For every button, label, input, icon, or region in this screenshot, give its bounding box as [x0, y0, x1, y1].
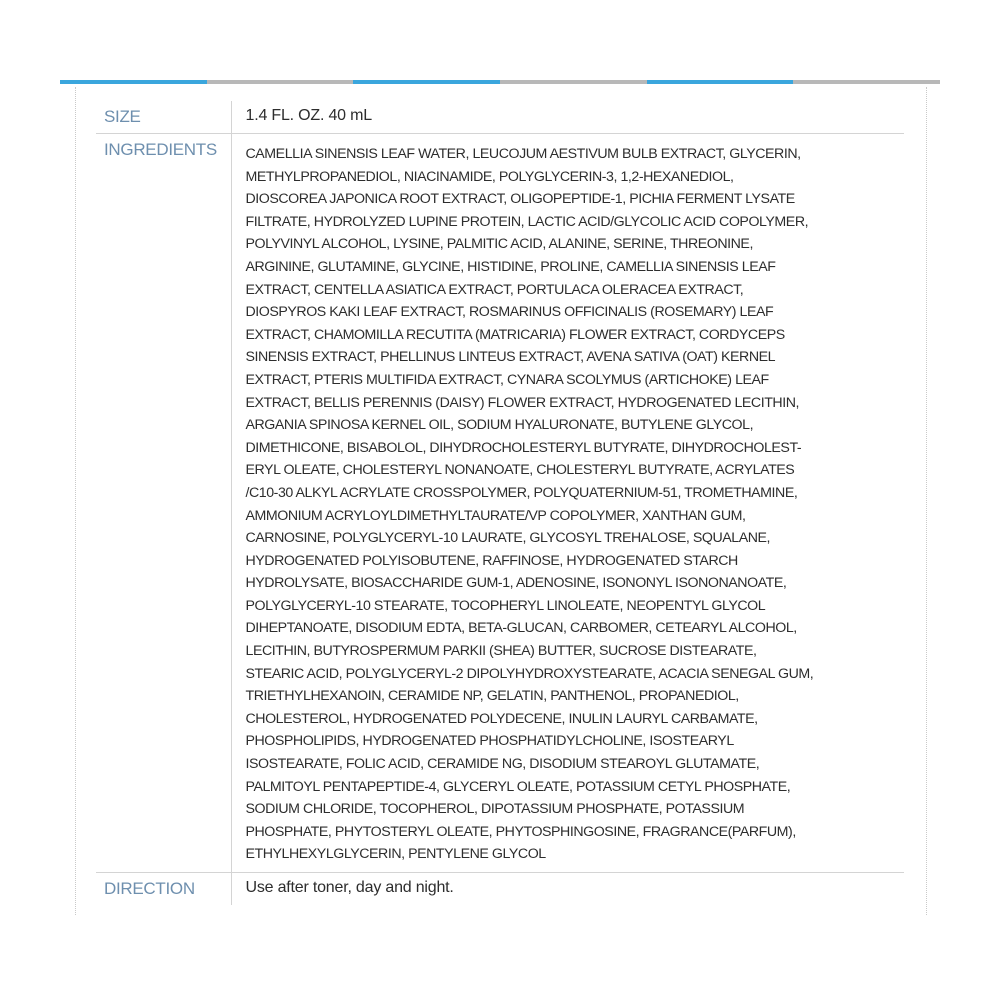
ingredient-line: DIHEPTANOATE, DISODIUM EDTA, BETA-GLUCAN, CARBOMER, CETEARYL ALCOHOL, — [245, 620, 797, 637]
ingredient-line: STEARIC ACID, POLYGLYCERYL-2 DIPOLYHYDROXYSTEARATE, ACACIA SENEGAL GUM, — [245, 665, 814, 682]
ingredient-line: TRIETHYLHEXANOIN, CERAMIDE NP, GELATIN, PANTHENOL, PROPANEDIOL, — [245, 688, 739, 705]
ingredient-line: ERYL OLEATE, CHOLESTERYL NONANOATE, CHOLESTERYL BUTYRATE, ACRYLATES — [245, 462, 795, 479]
ingredient-line: ETHYLHEXYLGLYCERIN, PENTYLENE GLYCOL — [245, 846, 546, 863]
accent-bar-segment — [353, 80, 500, 84]
accent-bar-segment — [60, 80, 207, 84]
product-spec-panel — [75, 87, 927, 915]
direction-row — [96, 873, 904, 906]
product-spec-table — [96, 101, 904, 905]
ingredient-line: POLYGLYCERYL-10 STEARATE, TOCOPHERYL LINOLEATE, NEOPENTYL GLYCOL — [245, 597, 766, 614]
accent-bar-segment — [793, 80, 940, 84]
top-accent-bar — [60, 80, 940, 84]
ingredient-line: SODIUM CHLORIDE, TOCOPHEROL, DIPOTASSIUM PHOSPHATE, POTASSIUM — [245, 801, 745, 818]
ingredients-row — [96, 134, 904, 873]
ingredient-line: HYDROLYSATE, BIOSACCHARIDE GUM-1, ADENOSINE, ISONONYL ISONONANOATE, — [245, 575, 787, 592]
ingredient-line: LECITHIN, BUTYROSPERMUM PARKII (SHEA) BUTTER, SUCROSE DISTEARATE, — [245, 643, 757, 660]
ingredient-line: ISOSTEARATE, FOLIC ACID, CERAMIDE NG, DISODIUM STEAROYL GLUTAMATE, — [245, 756, 760, 773]
ingredient-line: FILTRATE, HYDROLYZED LUPINE PROTEIN, LACTIC ACID/GLYCOLIC ACID COPOLYMER, — [245, 213, 809, 230]
accent-bar-segment — [647, 80, 794, 84]
ingredient-line: CHOLESTEROL, HYDROGENATED POLYDECENE, INULIN LAURYL CARBAMATE, — [245, 710, 758, 727]
ingredient-line: EXTRACT, BELLIS PERENNIS (DAISY) FLOWER EXTRACT, HYDROGENATED LECITHIN, — [245, 394, 800, 411]
ingredient-line: PALMITOYL PENTAPEPTIDE-4, GLYCERYL OLEATE, POTASSIUM CETYL PHOSPHATE, — [245, 778, 791, 795]
ingredient-line: PHOSPHOLIPIDS, HYDROGENATED PHOSPHATIDYLCHOLINE, ISOSTEARYL — [245, 733, 734, 750]
accent-bar-segment — [500, 80, 647, 84]
ingredient-line: AMMONIUM ACRYLOYLDIMETHYLTAURATE/VP COPOLYMER, XANTHAN GUM, — [245, 507, 746, 524]
ingredients-label: INGREDIENTS — [96, 134, 231, 873]
ingredient-line: ARGININE, GLUTAMINE, GLYCINE, HISTIDINE, PROLINE, CAMELLIA SINENSIS LEAF — [245, 258, 776, 275]
ingredient-line: /C10-30 ALKYL ACRYLATE CROSSPOLYMER, POLYQUATERNIUM-51, TROMETHAMINE, — [245, 484, 798, 501]
ingredient-line: ARGANIA SPINOSA KERNEL OIL, SODIUM HYALURONATE, BUTYLENE GLYCOL, — [245, 417, 754, 434]
ingredient-line: PHOSPHATE, PHYTOSTERYL OLEATE, PHYTOSPHINGOSINE, FRAGRANCE(PARFUM), — [245, 823, 796, 840]
ingredient-line: DIMETHICONE, BISABOLOL, DIHYDROCHOLESTERYL BUTYRATE, DIHYDROCHOLEST- — [245, 439, 802, 456]
ingredient-line: EXTRACT, PTERIS MULTIFIDA EXTRACT, CYNARA SCOLYMUS (ARTICHOKE) LEAF — [245, 371, 769, 388]
ingredient-line: SINENSIS EXTRACT, PHELLINUS LINTEUS EXTRACT, AVENA SATIVA (OAT) KERNEL — [245, 349, 776, 366]
ingredient-line: EXTRACT, CENTELLA ASIATICA EXTRACT, PORTULACA OLERACEA EXTRACT, — [245, 281, 744, 298]
ingredient-line: CAMELLIA SINENSIS LEAF WATER, LEUCOJUM AESTIVUM BULB EXTRACT, GLYCERIN, — [245, 146, 801, 162]
size-row — [96, 101, 904, 134]
direction-label: DIRECTION — [96, 873, 231, 906]
ingredient-line: POLYVINYL ALCOHOL, LYSINE, PALMITIC ACID, ALANINE, SERINE, THREONINE, — [245, 236, 753, 253]
accent-bar-segment — [207, 80, 354, 84]
ingredient-line: METHYLPROPANEDIOL, NIACINAMIDE, POLYGLYCERIN-3, 1,2-HEXANEDIOL, — [245, 168, 734, 185]
ingredient-line: CARNOSINE, POLYGLYCERYL-10 LAURATE, GLYCOSYL TREHALOSE, SQUALANE, — [245, 530, 771, 547]
ingredient-line: DIOSPYROS KAKI LEAF EXTRACT, ROSMARINUS OFFICINALIS (ROSEMARY) LEAF — [245, 304, 774, 321]
size-value: 1.4 FL. OZ. 40 mL — [231, 101, 904, 134]
ingredients-value — [231, 134, 904, 873]
ingredient-line: HYDROGENATED POLYISOBUTENE, RAFFINOSE, HYDROGENATED STARCH — [245, 552, 738, 569]
ingredient-line: DIOSCOREA JAPONICA ROOT EXTRACT, OLIGOPEPTIDE-1, PICHIA FERMENT LYSATE — [245, 191, 795, 208]
size-label: SIZE — [96, 101, 231, 134]
direction-value: Use after toner, day and night. — [245, 879, 454, 896]
ingredient-line: EXTRACT, CHAMOMILLA RECUTITA (MATRICARIA) FLOWER EXTRACT, CORDYCEPS — [245, 326, 785, 343]
